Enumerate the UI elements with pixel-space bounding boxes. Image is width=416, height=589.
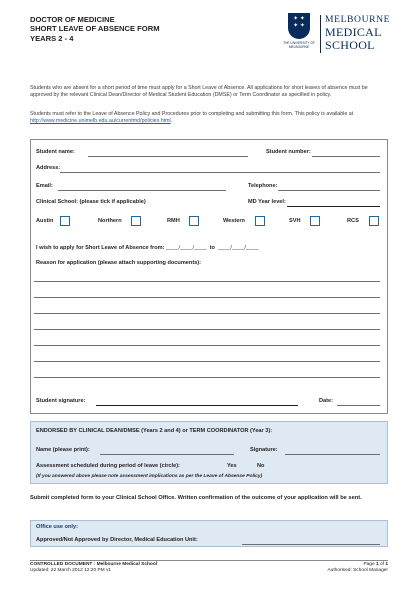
endorser-signature-label: Signature:	[250, 447, 278, 453]
date-field[interactable]	[337, 405, 380, 406]
address-label: Address:	[36, 165, 61, 171]
school-northern-label: Northern	[98, 218, 122, 224]
intro-paragraph-1: Students who are absent for a short period of time must apply for a Short Leave of Absence. All applications for short leaves of absence must be approved by the relevant Clinical Dean/Director of Medical Student Education (DMSE) or Term Coordinator as specified in policy.	[30, 85, 368, 98]
school-northern-checkbox[interactable]	[131, 216, 141, 226]
email-label: Email:	[36, 183, 53, 189]
school-rmh-label: RMH	[167, 218, 180, 224]
endorser-name-label: Name (please print):	[36, 447, 90, 453]
student-signature-label: Student signature:	[36, 398, 86, 404]
endorser-signature-field[interactable]	[285, 454, 380, 455]
logo-divider	[320, 15, 321, 53]
student-details-box	[30, 139, 388, 414]
md-year-field[interactable]	[287, 206, 380, 207]
school-name-line-3: SCHOOL	[325, 37, 375, 52]
assessment-yes-option[interactable]: Yes	[227, 463, 237, 469]
address-field[interactable]	[60, 172, 380, 173]
assessment-no-option[interactable]: No	[257, 463, 265, 469]
crest-text: THE UNIVERSITY OF MELBOURNE	[283, 41, 315, 49]
form-title-line-2: SHORT LEAVE OF ABSENCE FORM	[30, 24, 160, 34]
reason-line[interactable]	[34, 377, 380, 378]
student-name-label: Student name:	[36, 149, 75, 155]
approval-field[interactable]	[242, 544, 380, 545]
reason-line[interactable]	[34, 297, 380, 298]
office-use-title: Office use only:	[36, 524, 78, 530]
endorser-name-field[interactable]	[100, 454, 234, 455]
telephone-field[interactable]	[278, 190, 380, 191]
reason-label: Reason for application (please attach supporting documents):	[36, 260, 202, 266]
form-title-line-3: YEARS 2 - 4	[30, 33, 74, 43]
school-western-label: Western	[223, 218, 245, 224]
apply-to-label: to	[209, 245, 215, 251]
date-label: Date:	[319, 398, 333, 404]
melbourne-medical-school-logo	[280, 12, 391, 57]
intro-paragraph-2	[30, 111, 390, 125]
school-name-line-1: MELBOURNE	[325, 14, 391, 25]
school-name	[325, 14, 390, 51]
reason-line[interactable]	[34, 345, 380, 346]
authorised-by: Authorised: School Manager	[327, 568, 388, 574]
school-rmh-checkbox[interactable]	[189, 216, 199, 226]
reason-line[interactable]	[34, 313, 380, 314]
student-name-field[interactable]	[88, 156, 248, 157]
apply-dates-row	[36, 245, 258, 251]
reason-line[interactable]	[34, 361, 380, 362]
reason-line[interactable]	[34, 329, 380, 330]
endorsement-title: ENDORSED BY CLINICAL DEAN/DMSE (Years 2 and 4) or TERM COORDINATOR (Year 3):	[36, 428, 273, 434]
page-prefix: Page	[363, 562, 376, 567]
clinical-school-label: Clinical School: (please tick if applicable)	[36, 199, 146, 205]
footer-right	[300, 562, 388, 575]
student-number-label: Student number:	[266, 149, 311, 155]
school-rcs-label: RCS	[347, 218, 359, 224]
page-current: 1	[375, 562, 379, 567]
apply-dates-label: I wish to apply for Short Leave of Absence from:	[36, 245, 165, 251]
student-number-field[interactable]	[312, 156, 380, 157]
submit-instructions: Submit completed form to your Clinical School Office. Written confirmation of the outcome of your application will be sent.	[30, 495, 362, 501]
md-year-label: MD Year level:	[248, 199, 286, 205]
form-title-line-1: DOCTOR OF MEDICINE	[30, 15, 115, 24]
school-svh-checkbox[interactable]	[310, 216, 320, 226]
email-field[interactable]	[58, 190, 226, 191]
reason-line[interactable]	[34, 281, 380, 282]
intro-paragraph-2-end: .	[170, 118, 173, 124]
controlled-document-label: CONTROLLED DOCUMENT : Melbourne Medical School	[30, 562, 158, 567]
approval-label: Approved/Not Approved by Director, Medical Education Unit:	[36, 537, 198, 543]
school-svh-label: SVH	[289, 218, 301, 224]
updated-date: Updated: 22 March 2012 12:20 PM v1	[30, 568, 112, 574]
footer-rule	[30, 560, 388, 561]
leave-from-date-field[interactable]: ____/____/____	[166, 245, 207, 251]
intro-paragraph-2-text: Students must refer to the Leave of Absence Policy and Procedures prior to completing and submitting this form. This policy is available at	[30, 111, 354, 117]
form-title	[30, 15, 160, 43]
student-signature-field[interactable]	[96, 405, 298, 406]
school-name-line-2: MEDICAL	[325, 25, 382, 40]
telephone-label: Telephone:	[248, 183, 278, 189]
leave-to-date-field[interactable]: ____/____/____	[217, 245, 259, 251]
school-austin-checkbox[interactable]	[60, 216, 70, 226]
page-total: 1	[385, 562, 388, 567]
assessment-note: (If you answered above please note assessment implications as per the Leave of Absense Policy)	[36, 474, 263, 479]
assessment-label: Assessment scheduled during period of leave (circle):	[36, 463, 180, 469]
school-western-checkbox[interactable]	[255, 216, 265, 226]
footer-left	[30, 562, 157, 575]
policy-link[interactable]: http://www.medicine.unimelb.edu.au/currentmd/policies.html	[30, 118, 171, 124]
page-of: of	[378, 562, 386, 567]
school-austin-label: Austin	[36, 218, 54, 224]
university-crest-icon: ✦ ✦ ✦ ✦ THE UNIVERSITY OF MELBOURNE	[280, 12, 318, 56]
school-rcs-checkbox[interactable]	[369, 216, 379, 226]
